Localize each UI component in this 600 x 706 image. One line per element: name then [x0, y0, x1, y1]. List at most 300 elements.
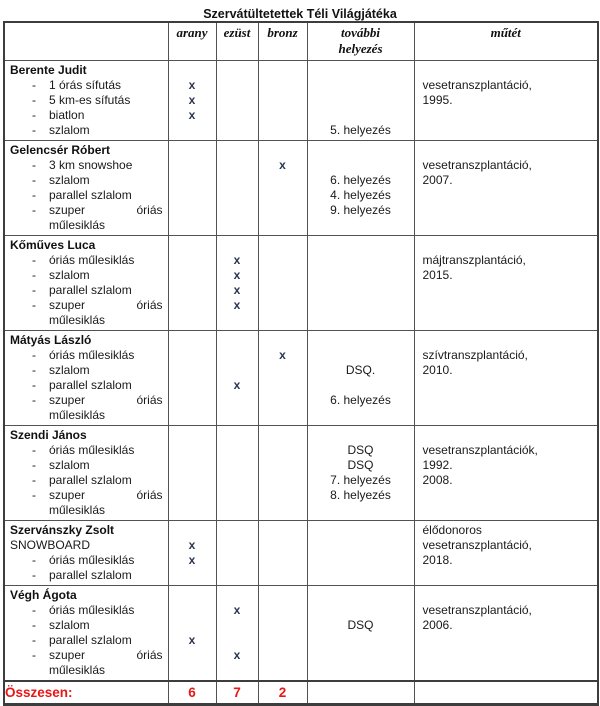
placement — [308, 268, 414, 283]
medal-mark — [217, 588, 258, 603]
medal-mark — [217, 428, 258, 443]
bullet-dash-icon: - — [32, 347, 36, 362]
surgery-line — [415, 123, 598, 138]
medal-mark — [259, 78, 307, 93]
arany-cell — [168, 235, 216, 330]
athletes-body — [4, 60, 598, 681]
medal-mark — [259, 588, 307, 603]
placement — [308, 663, 414, 678]
event-label-wrap: műlesiklás — [49, 217, 106, 232]
event-label: - szlalom — [32, 617, 90, 632]
placement — [308, 333, 414, 348]
bronz-cell — [258, 60, 307, 140]
medal-mark — [259, 568, 307, 583]
medal-mark — [259, 313, 307, 328]
event-label-wrap: műlesiklás — [49, 662, 106, 677]
placement — [308, 238, 414, 253]
event-label: SNOWBOARD — [10, 537, 91, 552]
medal-mark — [217, 203, 258, 218]
athlete-name: Végh Ágota — [10, 587, 77, 602]
surgery-line: vesetranszplantáció, — [422, 602, 532, 617]
medal-mark — [169, 568, 216, 583]
bullet-dash-icon: - — [32, 617, 36, 632]
medal-mark — [259, 428, 307, 443]
bullet-dash-icon: - — [32, 187, 36, 202]
mutet-cell — [414, 330, 598, 425]
surgery-line: vesetranszplantációk, — [422, 442, 538, 457]
medal-mark — [169, 218, 216, 233]
ezust-cell — [216, 425, 258, 520]
bullet-dash-icon: - — [32, 472, 36, 487]
surgery-line: vesetranszplantáció, — [422, 537, 532, 552]
athlete-name: Szervánszky Zsolt — [10, 522, 115, 537]
medal-mark: x — [233, 647, 241, 662]
medal-mark: x — [279, 157, 286, 172]
medal-mark — [217, 333, 258, 348]
event-label: - parallel szlalom — [32, 632, 132, 647]
table-header — [4, 22, 598, 60]
mutet-cell — [414, 60, 598, 140]
name-cell — [4, 585, 168, 681]
medal-mark — [217, 553, 258, 568]
surgery-line: 1992. — [422, 457, 453, 472]
arany-cell — [168, 520, 216, 585]
bullet-dash-icon: - — [32, 107, 36, 122]
athlete-name: Mátyás László — [10, 332, 92, 347]
medal-mark — [217, 63, 258, 78]
medal-mark — [169, 313, 216, 328]
medal-mark — [217, 188, 258, 203]
bronz-cell — [258, 140, 307, 235]
bullet-dash-icon: - — [32, 487, 36, 502]
medal-mark — [169, 333, 216, 348]
medal-mark — [217, 503, 258, 518]
arany-cell — [168, 140, 216, 235]
athlete-name: Szendi János — [10, 427, 87, 442]
medal-mark: x — [188, 537, 196, 552]
event-label: - szlalom — [32, 267, 90, 282]
header-arany: arany — [168, 22, 216, 60]
athlete-row — [4, 235, 598, 330]
arany-cell — [168, 60, 216, 140]
medal-mark — [217, 473, 258, 488]
placement: 4. helyezés — [330, 187, 391, 202]
placement: 6. helyezés — [330, 172, 391, 187]
event-label: - szuper óriás — [32, 392, 163, 407]
medal-mark — [169, 473, 216, 488]
placement: DSQ — [347, 442, 374, 457]
surgery-line: májtranszplantáció, — [422, 252, 526, 267]
bronz-cell — [258, 425, 307, 520]
medal-mark — [259, 123, 307, 138]
bullet-dash-icon: - — [32, 392, 36, 407]
medal-mark — [217, 393, 258, 408]
medal-mark — [217, 108, 258, 123]
medal-mark — [169, 428, 216, 443]
header-ezust: ezüst — [216, 22, 258, 60]
medal-mark — [259, 188, 307, 203]
arany-cell — [168, 585, 216, 681]
placement — [308, 378, 414, 393]
totals-body — [4, 681, 598, 705]
medal-mark: x — [188, 552, 196, 567]
tovabbi-cell — [307, 585, 414, 681]
name-cell — [4, 235, 168, 330]
medal-mark — [259, 93, 307, 108]
bullet-dash-icon: - — [32, 282, 36, 297]
medal-mark: x — [233, 252, 241, 267]
medal-mark — [169, 488, 216, 503]
placement — [308, 78, 414, 93]
event-label: - parallel szlalom — [32, 567, 132, 582]
medal-mark — [169, 348, 216, 363]
surgery-line — [415, 143, 598, 158]
athlete-name: Kőműves Luca — [10, 237, 96, 252]
medal-mark — [217, 523, 258, 538]
event-label: - 3 km snowshoe — [32, 157, 133, 172]
placement — [308, 538, 414, 553]
medal-mark — [169, 363, 216, 378]
medal-mark — [259, 378, 307, 393]
medal-mark — [259, 393, 307, 408]
placement — [308, 298, 414, 313]
bullet-dash-icon: - — [32, 157, 36, 172]
medal-mark — [217, 78, 258, 93]
surgery-line — [415, 648, 598, 663]
athlete-row — [4, 330, 598, 425]
tovabbi-cell — [307, 520, 414, 585]
medal-mark — [259, 63, 307, 78]
surgery-line: 1995. — [422, 92, 453, 107]
mutet-cell — [414, 140, 598, 235]
header-bronz: bronz — [258, 22, 307, 60]
event-label: - szlalom — [32, 172, 90, 187]
bronz-cell — [258, 585, 307, 681]
bullet-dash-icon: - — [32, 252, 36, 267]
surgery-line — [415, 313, 598, 328]
surgery-line — [415, 428, 598, 443]
medal-mark — [259, 173, 307, 188]
medal-mark — [259, 268, 307, 283]
event-label: - parallel szlalom — [32, 377, 132, 392]
athlete-row — [4, 425, 598, 520]
page-title: Szervátültetettek Téli Világjátéka — [203, 7, 397, 21]
medal-mark — [259, 473, 307, 488]
medal-mark — [259, 538, 307, 553]
athlete-name: Gelencsér Róbert — [10, 142, 111, 157]
event-label: - szlalom — [32, 122, 90, 137]
arany-cell — [168, 425, 216, 520]
surgery-line: vesetranszplantáció, — [422, 157, 532, 172]
medal-mark — [169, 63, 216, 78]
placement — [308, 553, 414, 568]
header-row — [4, 22, 598, 60]
medal-mark — [169, 173, 216, 188]
event-label: - parallel szlalom — [32, 472, 132, 487]
surgery-line — [415, 488, 598, 503]
medal-mark: x — [233, 377, 241, 392]
bullet-dash-icon: - — [32, 202, 36, 217]
medal-mark — [169, 443, 216, 458]
medal-mark — [169, 603, 216, 618]
tovabbi-cell — [307, 60, 414, 140]
medal-mark — [259, 458, 307, 473]
bullet-dash-icon: - — [32, 457, 36, 472]
medal-mark — [169, 298, 216, 313]
event-label: - 5 km-es sífutás — [32, 92, 131, 107]
tovabbi-cell — [307, 425, 414, 520]
event-label: - parallel szlalom — [32, 187, 132, 202]
medal-mark — [217, 618, 258, 633]
medal-mark — [259, 283, 307, 298]
medal-mark — [217, 218, 258, 233]
placement: DSQ — [347, 617, 374, 632]
event-label: - szuper óriás — [32, 647, 163, 662]
event-label-wrap: műlesiklás — [49, 407, 106, 422]
header-mutet: műtét — [414, 22, 598, 60]
bullet-dash-icon: - — [32, 122, 36, 137]
totals-mutet-empty — [414, 681, 598, 705]
medal-mark — [259, 108, 307, 123]
event-label: - biatlon — [32, 107, 85, 122]
surgery-line — [415, 568, 598, 583]
medal-mark — [259, 363, 307, 378]
placement — [308, 588, 414, 603]
medal-mark — [217, 568, 258, 583]
athlete-row — [4, 520, 598, 585]
medal-mark — [169, 393, 216, 408]
name-cell — [4, 520, 168, 585]
event-label: - 1 órás sífutás — [32, 77, 122, 92]
surgery-line: 2015. — [422, 267, 453, 282]
medal-mark — [259, 488, 307, 503]
surgery-line — [415, 63, 598, 78]
medal-mark — [259, 603, 307, 618]
placement: 5. helyezés — [330, 122, 391, 137]
medal-mark — [169, 648, 216, 663]
ezust-cell — [216, 60, 258, 140]
medal-mark — [217, 238, 258, 253]
medal-mark — [217, 538, 258, 553]
surgery-line — [415, 588, 598, 603]
surgery-line — [415, 203, 598, 218]
surgery-line — [415, 333, 598, 348]
surgery-line — [415, 633, 598, 648]
medal-mark — [259, 203, 307, 218]
bronz-cell — [258, 330, 307, 425]
name-cell — [4, 140, 168, 235]
medal-mark — [169, 268, 216, 283]
medal-mark — [169, 663, 216, 678]
medal-mark — [217, 348, 258, 363]
medal-mark — [217, 458, 258, 473]
surgery-line: vesetranszplantáció, — [422, 77, 532, 92]
medal-mark — [169, 283, 216, 298]
medal-mark — [259, 443, 307, 458]
medal-mark — [169, 458, 216, 473]
medal-mark — [259, 633, 307, 648]
bullet-dash-icon: - — [32, 172, 36, 187]
bullet-dash-icon: - — [32, 297, 36, 312]
placement — [308, 283, 414, 298]
placement — [308, 348, 414, 363]
placement: 8. helyezés — [330, 487, 391, 502]
medal-mark — [217, 93, 258, 108]
medal-mark — [169, 143, 216, 158]
event-label: - szuper óriás — [32, 487, 163, 502]
surgery-line: 2018. — [422, 552, 453, 567]
medal-mark — [217, 123, 258, 138]
ezust-cell — [216, 235, 258, 330]
medal-mark — [169, 188, 216, 203]
medal-mark — [259, 408, 307, 423]
medal-mark — [169, 203, 216, 218]
mutet-cell — [414, 425, 598, 520]
surgery-line: élődonoros — [422, 522, 482, 537]
totals-row — [4, 681, 598, 705]
ezust-cell — [216, 585, 258, 681]
bullet-dash-icon: - — [32, 267, 36, 282]
bullet-dash-icon: - — [32, 442, 36, 457]
placement — [308, 648, 414, 663]
event-label: - óriás műlesiklás — [32, 442, 135, 457]
placement — [308, 63, 414, 78]
placement: 7. helyezés — [330, 472, 391, 487]
event-label: - szlalom — [32, 457, 90, 472]
placement — [308, 503, 414, 518]
medal-mark — [169, 408, 216, 423]
surgery-line: 2006. — [422, 617, 453, 632]
placement — [308, 158, 414, 173]
ezust-cell — [216, 140, 258, 235]
event-label: - szuper óriás — [32, 202, 163, 217]
bullet-dash-icon: - — [32, 92, 36, 107]
medal-mark — [259, 663, 307, 678]
totals-ezust: 7 — [216, 681, 258, 705]
medal-mark — [217, 633, 258, 648]
medal-mark — [169, 253, 216, 268]
medal-mark — [217, 443, 258, 458]
placement — [308, 408, 414, 423]
name-cell — [4, 425, 168, 520]
event-label: - óriás műlesiklás — [32, 552, 135, 567]
medal-mark — [169, 588, 216, 603]
bullet-dash-icon: - — [32, 362, 36, 377]
medal-mark — [217, 143, 258, 158]
mutet-cell — [414, 520, 598, 585]
medal-mark — [259, 333, 307, 348]
surgery-line — [415, 188, 598, 203]
medal-mark — [217, 408, 258, 423]
placement: 9. helyezés — [330, 202, 391, 217]
mutet-cell — [414, 235, 598, 330]
totals-bronz: 2 — [258, 681, 307, 705]
medal-mark — [259, 298, 307, 313]
athlete-row — [4, 60, 598, 140]
surgery-line — [415, 298, 598, 313]
event-label-wrap: műlesiklás — [49, 502, 106, 517]
placement: DSQ. — [345, 362, 376, 377]
medal-mark — [217, 158, 258, 173]
event-label-wrap: műlesiklás — [49, 312, 106, 327]
event-label: - szuper óriás — [32, 297, 163, 312]
medal-mark — [259, 253, 307, 268]
bullet-dash-icon: - — [32, 567, 36, 582]
medal-mark — [217, 173, 258, 188]
medal-mark: x — [188, 92, 196, 107]
surgery-line — [415, 108, 598, 123]
placement — [308, 523, 414, 538]
totals-label: Összesen: — [4, 681, 168, 705]
medal-mark: x — [233, 267, 241, 282]
medal-mark: x — [188, 107, 196, 122]
medal-mark: x — [188, 77, 196, 92]
totals-tovabbi-empty — [307, 681, 414, 705]
surgery-line — [415, 283, 598, 298]
medal-mark — [169, 158, 216, 173]
surgery-line — [415, 238, 598, 253]
tovabbi-cell — [307, 140, 414, 235]
bullet-dash-icon: - — [32, 647, 36, 662]
medal-mark — [259, 618, 307, 633]
event-label: - óriás műlesiklás — [32, 252, 135, 267]
medal-mark: x — [233, 602, 241, 617]
medal-mark — [259, 523, 307, 538]
surgery-line: szívtranszplantáció, — [422, 347, 528, 362]
surgery-line — [415, 378, 598, 393]
bullet-dash-icon: - — [32, 632, 36, 647]
ezust-cell — [216, 330, 258, 425]
bullet-dash-icon: - — [32, 77, 36, 92]
medal-mark — [169, 238, 216, 253]
athlete-name: Berente Judit — [10, 62, 87, 77]
placement — [308, 108, 414, 123]
medal-mark — [259, 553, 307, 568]
medal-mark — [259, 238, 307, 253]
name-cell — [4, 330, 168, 425]
surgery-line: 2007. — [422, 172, 453, 187]
event-label: - óriás műlesiklás — [32, 602, 135, 617]
surgery-line: 2008. — [422, 472, 453, 487]
placement — [308, 218, 414, 233]
medal-mark — [169, 503, 216, 518]
medal-mark — [217, 663, 258, 678]
mutet-cell — [414, 585, 598, 681]
placement — [308, 603, 414, 618]
header-athlete-empty — [4, 22, 168, 60]
medal-mark: x — [233, 282, 241, 297]
surgery-line — [415, 408, 598, 423]
medal-mark: x — [233, 297, 241, 312]
surgery-line — [415, 663, 598, 678]
medal-mark — [259, 648, 307, 663]
athlete-row — [4, 140, 598, 235]
placement — [308, 253, 414, 268]
medal-mark — [259, 143, 307, 158]
medal-mark — [217, 363, 258, 378]
medal-mark — [217, 313, 258, 328]
bronz-cell — [258, 235, 307, 330]
athlete-row — [4, 585, 598, 681]
bullet-dash-icon: - — [32, 377, 36, 392]
event-label: - szlalom — [32, 362, 90, 377]
ezust-cell — [216, 520, 258, 585]
medal-mark — [169, 123, 216, 138]
results-table — [3, 21, 599, 706]
placement — [308, 93, 414, 108]
placement — [308, 633, 414, 648]
header-tovabbi-helyezes: további helyezés — [307, 22, 414, 60]
